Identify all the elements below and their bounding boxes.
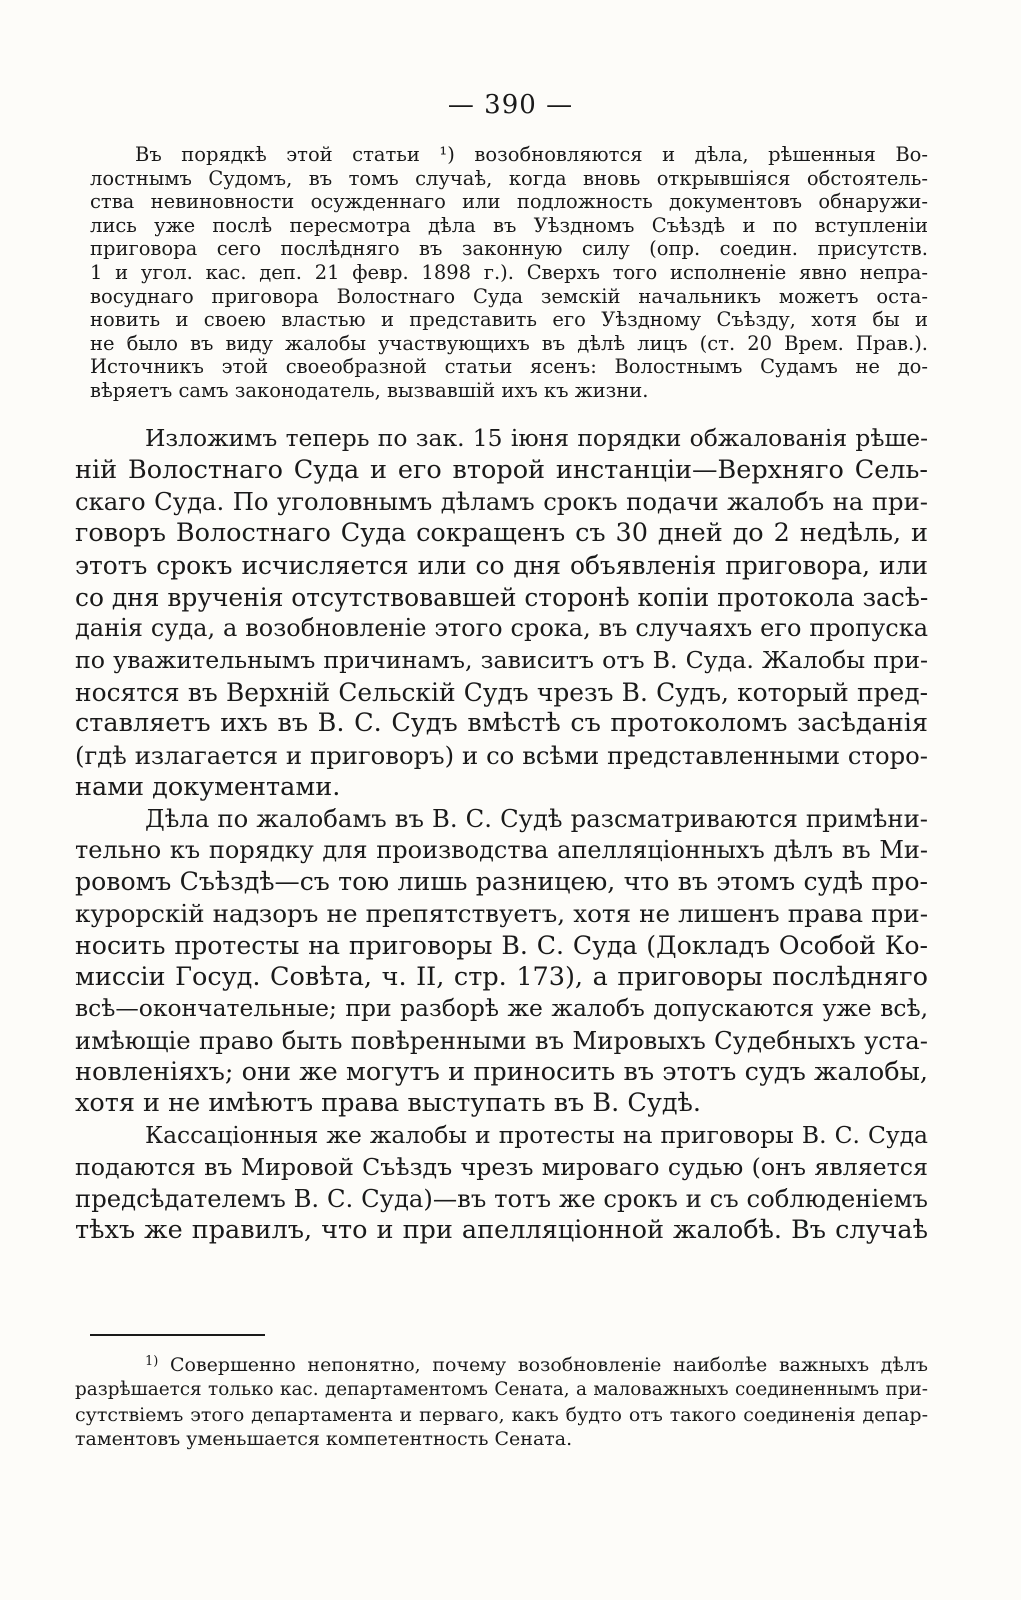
text-line: Источникъ этой своеобразной статьи ясенъ: Волостнымъ Судамъ не до- [90, 355, 928, 379]
text-line: говоръ Волостнаго Суда сокращенъ съ 30 дней до 2 недѣль, и [75, 518, 928, 549]
text-line: новленіяхъ; они же могутъ и приносить въ этотъ судъ жалобы, [75, 1056, 928, 1087]
text-line: по уважительнымъ причинамъ, зависитъ отъ В. Суда. Жалобы при- [75, 645, 928, 674]
text-line: Изложимъ теперь по зак. 15 іюня порядки обжалованія рѣше- [145, 424, 928, 452]
main-paragraph-1 [75, 423, 928, 803]
text-line: Кассаціонныя же жалобы и протесты на приговоры В. С. Суда [145, 1121, 928, 1149]
text-line: ства невиновности осужденнаго или подложность документовъ обнаружи- [90, 190, 928, 214]
main-paragraph-2 [75, 803, 928, 1120]
text-line: ровомъ Съѣздѣ—съ тою лишь разницею, что въ этомъ судѣ про- [75, 867, 928, 897]
text-line: носить протесты на приговоры В. С. Суда (Докладъ Особой Ко- [75, 930, 928, 960]
text-line: приговора сего послѣдняго въ законную силу (опр. соедин. присутств. [90, 237, 928, 261]
text-line: ній Волостнаго Суда и его второй инстанціи—Верхняго Сель- [75, 454, 928, 485]
text-line: сутствіемъ этого департамента и перваго, какъ будто отъ такого соединенія депар- [75, 1403, 928, 1426]
footnote-divider [90, 1334, 265, 1336]
text-line: данія суда, а возобновленіе этого срока, въ случаяхъ его пропуска [75, 614, 928, 643]
main-paragraph-3 [75, 1120, 928, 1247]
text-line: Въ порядкѣ этой статьи ¹) возобновляются и дѣла, рѣшенныя Во- [135, 143, 928, 166]
text-line: тельно къ порядку для производства апелляціонныхъ дѣлъ въ Ми- [75, 835, 928, 864]
text-line: разрѣшается только кас. департаментомъ Сената, а маловажныхъ соединеннымъ при- [75, 1378, 928, 1400]
text-line: 1 и угол. кас. деп. 21 февр. 1898 г.). Сверхъ того исполненіе явно непра- [90, 260, 928, 284]
text-line: имѣющіе право быть повѣренными въ Мировыхъ Судебныхъ уста- [75, 1025, 928, 1055]
text-line: этотъ срокъ исчисляется или со дня объявленія приговора, или [75, 550, 928, 580]
text-line: Совершенно непонятно, почему возобновленіе наиболѣе важныхъ дѣлъ [170, 1354, 928, 1376]
text-line: курорскій надзоръ не препятствуетъ, хотя не лишенъ права при- [75, 899, 928, 929]
text-line: скаго Суда. По уголовнымъ дѣламъ срокъ подачи жалобъ на при- [75, 487, 928, 517]
text-line: лостнымъ Судомъ, въ томъ случаѣ, когда вновь открывшіяся обстоятель- [90, 166, 928, 190]
footnote-first-line [75, 1353, 928, 1378]
text-line: ставляетъ ихъ въ В. С. Судъ вмѣстѣ съ протоколомъ засѣданія [75, 708, 928, 739]
text-line: лись уже послѣ пересмотра дѣла въ Уѣздномъ Съѣздѣ и по вступленіи [90, 213, 928, 237]
text-line: со дня врученія отсутствовавшей сторонѣ копіи протокола засѣ- [75, 582, 929, 612]
text-line: вѣряетъ самъ законодатель, вызвавшій ихъ къ жизни. [90, 378, 649, 402]
text-line: таментовъ уменьшается компетентность Сената. [75, 1428, 573, 1451]
text-line: нами документами. [75, 771, 341, 802]
footnote [75, 1353, 928, 1452]
text-line: подаются въ Мировой Съѣздъ чрезъ мироваго судью (онъ является [75, 1152, 928, 1181]
text-line: восуднаго приговора Волостнаго Суда земскій начальникъ можетъ оста- [90, 284, 928, 308]
text-line: тѣхъ же правилъ, что и при апелляціонной жалобѣ. Въ случаѣ [75, 1215, 928, 1246]
text-line: не было въ виду жалобы участвующихъ въ дѣлѣ лицъ (ст. 20 Врем. Прав.). [90, 331, 928, 355]
footnote-marker: 1) [145, 1354, 159, 1369]
text-line: (гдѣ излагается и приговоръ) и со всѣми представленными сторо- [75, 741, 928, 771]
text-line: Дѣла по жалобамъ въ В. С. Судѣ разсматриваются примѣни- [145, 804, 928, 833]
text-line: хотя и не имѣютъ права выступать въ В. Судѣ. [75, 1088, 702, 1119]
text-line: новить и своею властью и представить его Уѣздному Съѣзду, хотя бы и [90, 308, 928, 332]
page-number: — 390 — [447, 90, 574, 120]
text-line: всѣ—окончательные; при разборѣ же жалобъ допускаются уже всѣ, [75, 994, 928, 1023]
text-line: предсѣдателемъ В. С. Суда)—въ тотъ же срокъ и съ соблюденіемъ [75, 1184, 928, 1214]
text-line: миссіи Госуд. Совѣта, ч. II, стр. 173), а приговоры послѣдняго [75, 961, 928, 992]
small-print-paragraph [90, 143, 928, 403]
text-line: носятся въ Верхній Сельскій Судъ чрезъ В. Судъ, который пред- [75, 677, 928, 707]
